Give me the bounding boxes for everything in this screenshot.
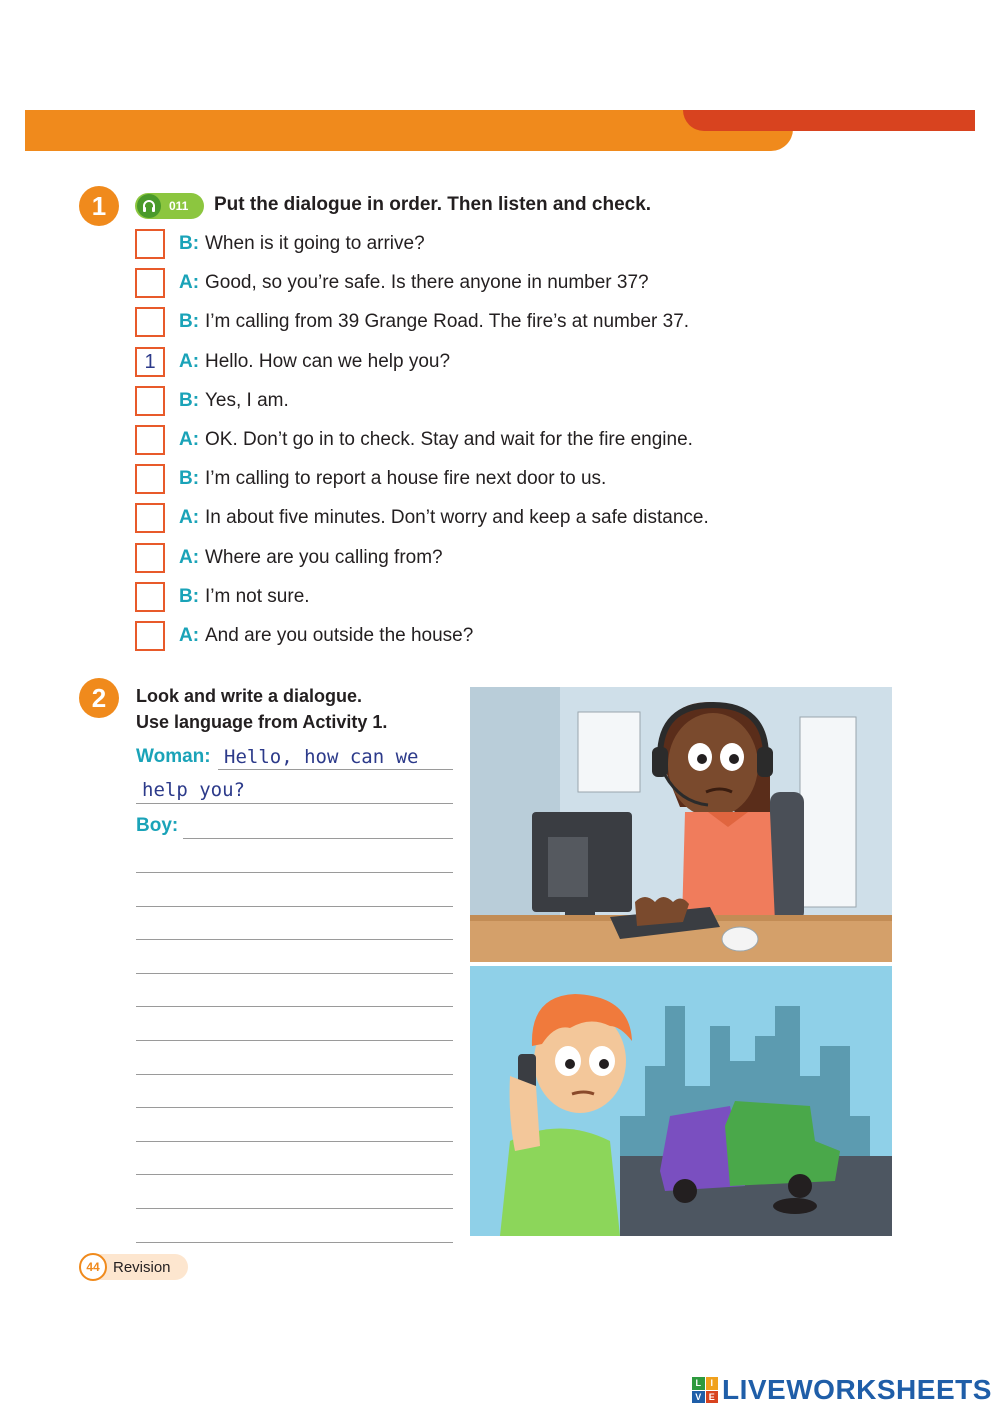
liveworksheets-logo[interactable]	[692, 1374, 992, 1406]
writing-line[interactable]	[136, 872, 453, 873]
activity-2-number: 2	[79, 678, 119, 718]
speaker-label: A:	[179, 272, 200, 293]
dialogue-line	[135, 502, 709, 534]
dialogue-text: I’m not sure.	[205, 586, 310, 607]
writing-line	[183, 838, 453, 839]
activity-1-instruction: Put the dialogue in order. Then listen and check.	[214, 194, 652, 215]
writing-line[interactable]	[136, 973, 453, 974]
dialogue-text: When is it going to arrive?	[205, 233, 425, 254]
dialogue-line	[135, 385, 289, 417]
speaker-label: B:	[179, 311, 200, 332]
order-number-box[interactable]	[135, 307, 165, 337]
order-number-box[interactable]	[135, 386, 165, 416]
dialogue-text: In about five minutes. Don’t worry and keep a safe distance.	[205, 507, 709, 528]
boy-label: Boy:	[136, 815, 179, 836]
dialogue-line	[135, 267, 649, 299]
dialogue-text: Where are you calling from?	[205, 547, 443, 568]
dialogue-text: And are you outside the house?	[205, 625, 474, 646]
woman-answer-line1[interactable]: Hello, how can we	[224, 746, 419, 768]
dialogue-text: Yes, I am.	[205, 390, 289, 411]
speaker-label: A:	[179, 351, 200, 372]
dialogue-line	[135, 581, 310, 613]
page-section-label: Revision	[113, 1258, 171, 1276]
speaker-label: A:	[179, 547, 200, 568]
order-number-box[interactable]	[135, 582, 165, 612]
page-footer-badge	[80, 1254, 188, 1280]
activity-2-instruction-line1: Look and write a dialogue.	[136, 686, 363, 706]
writing-line[interactable]	[136, 1242, 453, 1243]
writing-line[interactable]	[136, 1074, 453, 1075]
writing-line[interactable]	[136, 906, 453, 907]
dialogue-line	[135, 424, 693, 456]
liveworksheets-mark-icon: L I V E	[692, 1377, 718, 1403]
order-number-box[interactable]	[135, 425, 165, 455]
dialogue-line	[135, 346, 450, 378]
order-number-box[interactable]	[135, 621, 165, 651]
order-number-box[interactable]	[135, 268, 165, 298]
writing-line	[136, 803, 453, 804]
dialogue-text: Good, so you’re safe. Is there anyone in number 37?	[205, 272, 649, 293]
header-banner	[25, 110, 793, 151]
speaker-label: A:	[179, 507, 200, 528]
header-banner-accent	[683, 110, 975, 131]
speaker-label: B:	[179, 390, 200, 411]
speaker-label: A:	[179, 625, 200, 646]
dialogue-text: Hello. How can we help you?	[205, 351, 451, 372]
speaker-label: B:	[179, 586, 200, 607]
woman-label: Woman:	[136, 746, 211, 767]
liveworksheets-wordmark: LIVEWORKSHEETS	[722, 1374, 992, 1405]
dialogue-text: I’m calling from 39 Grange Road. The fire’s at number 37.	[205, 311, 690, 332]
writing-line[interactable]	[136, 1141, 453, 1142]
page-number: 44	[79, 1253, 107, 1281]
audio-track-button[interactable]	[135, 193, 204, 219]
dialogue-line	[135, 620, 473, 652]
dialogue-text: I’m calling to report a house fire next door to us.	[205, 468, 607, 489]
operator-illustration	[470, 687, 892, 962]
dialogue-line	[135, 228, 425, 260]
writing-line[interactable]	[136, 1040, 453, 1041]
order-number-box[interactable]	[135, 503, 165, 533]
order-number-box[interactable]	[135, 543, 165, 573]
order-number-box[interactable]	[135, 229, 165, 259]
writing-line[interactable]	[136, 1208, 453, 1209]
writing-line[interactable]	[136, 939, 453, 940]
headphones-icon	[137, 194, 161, 218]
speaker-label: B:	[179, 468, 200, 489]
boy-phone-illustration	[470, 966, 892, 1236]
speaker-label: A:	[179, 429, 200, 450]
woman-answer-line2[interactable]: help you?	[142, 779, 245, 801]
activity-1-number: 1	[79, 186, 119, 226]
writing-line	[218, 769, 453, 770]
dialogue-line	[135, 463, 606, 495]
order-number-box[interactable]: 1	[135, 347, 165, 377]
audio-track-number: 011	[169, 199, 189, 213]
order-number-box[interactable]	[135, 464, 165, 494]
writing-line[interactable]	[136, 1174, 453, 1175]
activity-2-instruction-line2: Use language from Activity 1.	[136, 712, 388, 732]
speaker-label: B:	[179, 233, 200, 254]
dialogue-text: OK. Don’t go in to check. Stay and wait for the fire engine.	[205, 429, 693, 450]
writing-line[interactable]	[136, 1107, 453, 1108]
writing-line[interactable]	[136, 1006, 453, 1007]
dialogue-line	[135, 306, 689, 338]
dialogue-line	[135, 542, 443, 574]
